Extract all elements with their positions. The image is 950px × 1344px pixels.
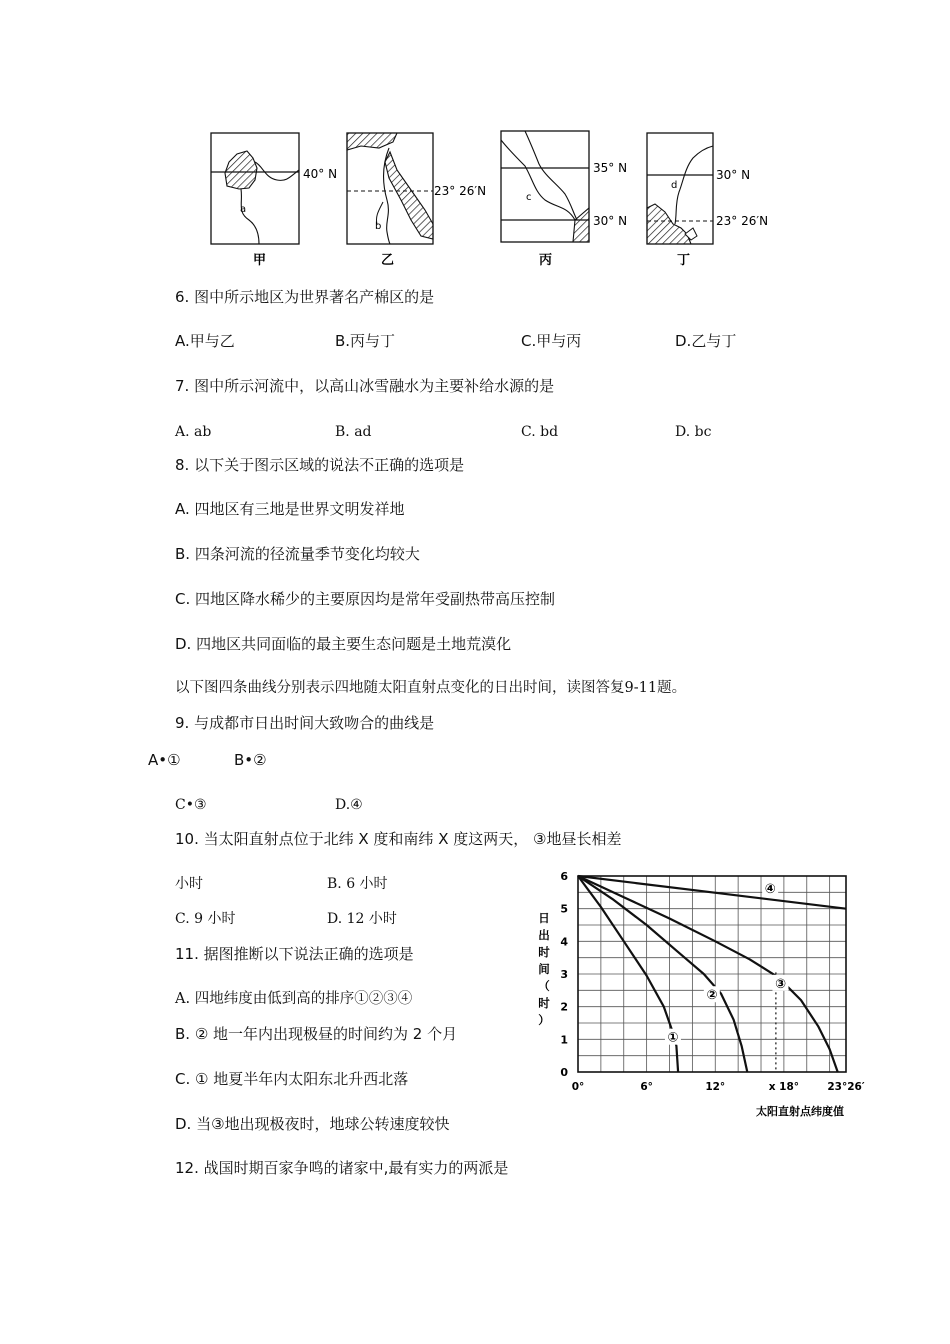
q9-option-d[interactable]: D.④ — [335, 797, 363, 813]
q11-option-b[interactable]: B. ② 地一年内出现极昼的时间约为 2 个月 — [175, 1025, 458, 1043]
lat-30n-label-bing: 30° N — [593, 214, 628, 228]
q8-option-b[interactable]: B. 四条河流的径流量季节变化均较大 — [175, 545, 420, 563]
q11-option-d[interactable]: D. 当③地出现极夜时，地球公转速度较快 — [175, 1115, 450, 1133]
lat-30n-label-ding: 30° N — [716, 168, 751, 182]
y-axis-title-char: 出 — [538, 928, 550, 942]
lat-40n-label: 40° N — [303, 167, 338, 181]
river-c-label: c — [526, 192, 532, 203]
river-b-label: b — [375, 221, 382, 232]
y-tick-label: 4 — [560, 935, 568, 949]
svg-text:日出时间（时） — [538, 911, 550, 1027]
y-axis-title-char: 间 — [538, 962, 550, 976]
map-jia — [211, 133, 337, 268]
map-ding-label: 丁 — [677, 253, 691, 268]
lat-35n-label: 35° N — [593, 161, 628, 175]
series-label: ④ — [764, 882, 776, 898]
x-tick-label: 12° — [705, 1081, 726, 1093]
q6-stem: 6. 图中所示地区为世界著名产棉区的是 — [175, 288, 435, 306]
y-tick-label: 5 — [560, 902, 568, 916]
q10-stem: 10. 当太阳直射点位于北纬 X 度和南纬 X 度这两天， ③地昼长相差 — [175, 830, 622, 848]
map-jia-label: 甲 — [253, 253, 267, 268]
q6-option-c[interactable]: C.甲与丙 — [521, 332, 582, 350]
q9-option-b[interactable]: B•② — [234, 751, 267, 769]
q7-option-c[interactable]: C. bd — [521, 424, 559, 440]
q10-option-b[interactable]: B. 6 小时 — [327, 876, 388, 892]
q8-option-a[interactable]: A. 四地区有三地是世界文明发祥地 — [175, 500, 405, 518]
river-a-label: a — [240, 204, 247, 215]
x-tick-label: 0° — [571, 1081, 585, 1093]
x-tick-labels — [572, 1081, 865, 1093]
y-axis-title-char: 时 — [538, 996, 550, 1010]
y-axis-title-char: ） — [538, 1013, 550, 1027]
q12-stem: 12. 战国时期百家争鸣的诸家中,最有实力的两派是 — [175, 1159, 509, 1177]
y-axis-title — [538, 911, 550, 1027]
q7-option-a[interactable]: A. ab — [175, 424, 212, 440]
q11-option-a[interactable]: A. 四地纬度由低到高的排序①②③④ — [175, 991, 413, 1007]
q7-option-b[interactable]: B. ad — [335, 424, 372, 440]
q10-option-c[interactable]: C. 9 小时 — [175, 911, 236, 927]
q10-option-a[interactable]: 小时 — [175, 876, 203, 892]
y-tick-label: 6 — [560, 870, 568, 883]
q6-option-d[interactable]: D.乙与丁 — [675, 332, 737, 350]
q7-option-d[interactable]: D. bc — [675, 424, 712, 440]
q8-stem: 8. 以下关于图示区域的说法不正确的选项是 — [175, 456, 465, 474]
series-label: ② — [706, 988, 718, 1004]
map-ding — [647, 133, 768, 268]
four-region-maps — [205, 128, 785, 270]
river-d-label: d — [671, 180, 678, 191]
y-tick-label: 0 — [560, 1066, 568, 1079]
q10-option-d[interactable]: D. 12 小时 — [327, 911, 397, 927]
y-tick-label: 3 — [560, 968, 568, 981]
x-axis-title: 太阳直射点纬度值 — [756, 1105, 844, 1118]
map-bing-label: 丙 — [539, 253, 553, 268]
x-tick-label: 23°26′ — [827, 1081, 865, 1093]
series-label: ① — [667, 1030, 679, 1046]
y-axis-title-char: 日 — [538, 911, 550, 925]
q8-option-c[interactable]: C. 四地区降水稀少的主要原因均是常年受副热带高压控制 — [175, 590, 556, 608]
map-yi-label: 乙 — [381, 253, 395, 268]
map-yi — [347, 133, 486, 268]
series-label: ③ — [774, 976, 786, 992]
q9-option-c[interactable]: C•③ — [175, 797, 207, 813]
q11-option-c[interactable]: C. ① 地夏半年内太阳东北升西北落 — [175, 1070, 409, 1088]
q9-stem: 9. 与成都市日出时间大致吻合的曲线是 — [175, 714, 435, 732]
q7-stem: 7. 图中所示河流中，以高山冰雪融水为主要补给水源的是 — [175, 377, 555, 395]
q6-option-a[interactable]: A.甲与乙 — [175, 332, 235, 350]
q8-option-d[interactable]: D. 四地区共同面临的最主要生态问题是土地荒漠化 — [175, 635, 512, 653]
q11-stem: 11. 据图推断以下说法正确的选项是 — [175, 945, 414, 963]
section-intro: 以下图四条曲线分别表示四地随太阳直射点变化的日出时间，读图答复9-11题。 — [175, 680, 687, 696]
y-axis-title-char: （ — [538, 979, 550, 993]
y-tick-labels — [560, 870, 568, 1079]
y-axis-title-char: 时 — [538, 945, 550, 959]
map-bing — [501, 131, 627, 268]
y-tick-label: 1 — [560, 1033, 568, 1047]
sunrise-time-chart — [530, 862, 875, 1124]
y-tick-label: 2 — [560, 1000, 568, 1014]
x-tick-label: 6° — [640, 1081, 653, 1093]
q6-option-b[interactable]: B.丙与丁 — [335, 332, 396, 350]
lat-23-26-label-ding: 23° 26′N — [716, 214, 769, 228]
x-tick-label: x 18° — [768, 1081, 800, 1093]
q9-option-a[interactable]: A•① — [148, 751, 181, 769]
chart-grid — [578, 876, 846, 1072]
lat-23-26-label-yi: 23° 26′N — [434, 184, 487, 198]
